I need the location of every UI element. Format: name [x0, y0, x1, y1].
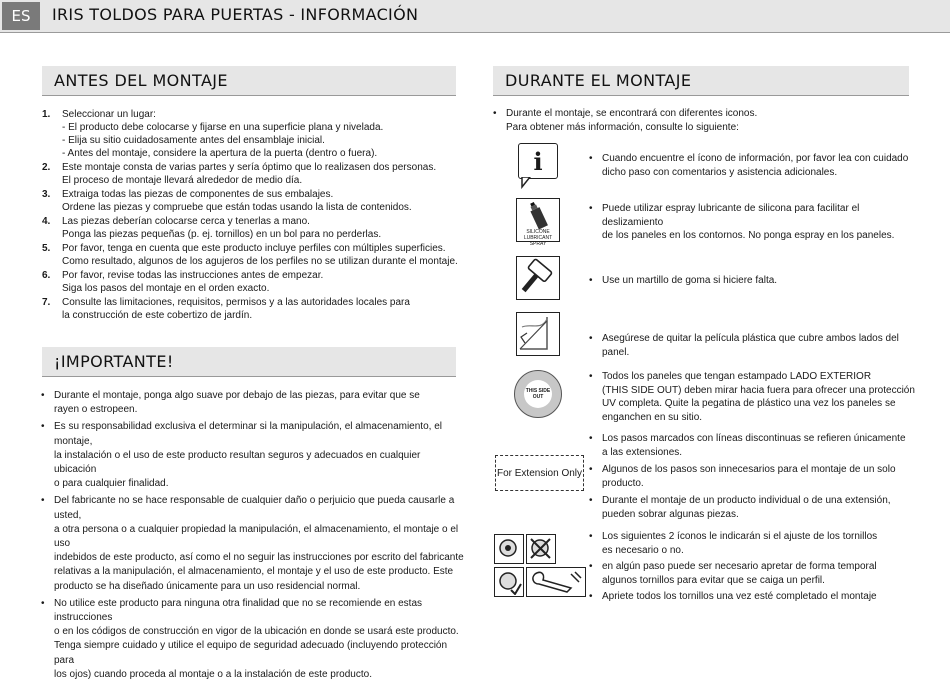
this-side-out-sticker-icon	[514, 370, 562, 418]
important-line: • Del fabricante no se hace responsable de cualquier daño o perjuicio que pueda causarle a usted,	[54, 495, 455, 521]
wrench-tool-icon	[527, 568, 584, 595]
screw-description	[588, 530, 918, 607]
step-number: 4.	[42, 216, 51, 227]
important-line: • Es su responsabilidad exclusiva el determinar si la manipulación, el almacenamiento, el montaje,	[54, 421, 442, 447]
step-item	[42, 161, 462, 187]
extension-description	[588, 432, 918, 525]
bolt-crossed-icon	[527, 535, 554, 562]
description-line: • Los pasos marcados con líneas discontinuas se refieren únicamente	[588, 432, 918, 446]
step-line: Seleccionar un lugar:	[62, 109, 156, 120]
step-line: El proceso de montaje llevará alrededor de medio día.	[62, 175, 303, 186]
description-bullet	[588, 590, 918, 604]
description-bullet	[588, 432, 918, 459]
screw-tighten-icon	[494, 534, 524, 564]
bolt-check-icon	[495, 568, 522, 595]
description-line: • Puede utilizar espray lubricante de silicona para facilitar el deslizamiento	[588, 202, 918, 229]
important-line: • Durante el montaje, ponga algo suave por debajo de las piezas, para evitar que se	[54, 390, 420, 401]
description-line: • Cuando encuentre el ícono de información, por favor lea con cuidado	[588, 152, 918, 166]
during-assembly-heading	[493, 66, 909, 96]
spray-label: LUBRICANT SPRAY	[523, 235, 553, 247]
important-line: o para cualquier finalidad.	[54, 478, 169, 490]
important-line: • No utilice este producto para ninguna otra finalidad que no se recomiende en estas instrucciones	[54, 597, 423, 624]
step-item	[42, 188, 462, 214]
important-line: la instalación o el uso de este producto resultan seguros y adecuados en cualquier ubicación	[54, 449, 421, 476]
description-bullet	[588, 530, 918, 557]
step-number: 2.	[42, 162, 51, 173]
protective-film-icon	[516, 312, 560, 356]
step-line: Ponga las piezas pequeñas (p. ej. tornillos) en un bol para no perderlas.	[62, 229, 382, 240]
step-number: 1.	[42, 109, 51, 120]
description-line: producto.	[602, 477, 644, 489]
page-header	[0, 0, 950, 33]
step-line: Consulte las limitaciones, requisitos, permisos y a las autoridades locales para	[62, 297, 410, 308]
extension-label: For Extension Only	[496, 467, 583, 479]
step-number: 3.	[42, 189, 51, 200]
step-line: - Antes del montaje, considere la apertura de la puerta (dentro o fuera).	[62, 148, 378, 159]
before-assembly-heading	[42, 66, 456, 96]
description-line: dicho paso con comentarios y asistencia adicionales.	[602, 166, 838, 178]
step-number: 5.	[42, 243, 51, 254]
description-line: • Apriete todos los tornillos una vez esté completado el montaje	[588, 590, 918, 604]
no-tighten-icon	[526, 534, 556, 564]
info-letter: i	[533, 147, 543, 176]
description-line: • Algunos de los pasos son innecesarios para el montaje de un solo	[588, 463, 918, 477]
description-line: • Todos los paneles que tengan estampado LADO EXTERIOR	[588, 370, 918, 384]
important-heading	[42, 347, 456, 377]
step-item	[42, 296, 462, 322]
important-line: Tenga siempre cuidado y utilice el equipo de seguridad adecuado (incluyendo protección para	[54, 640, 448, 666]
step-item	[42, 215, 462, 241]
important-item	[40, 494, 465, 593]
peel-film-icon	[517, 313, 558, 354]
description-line: (THIS SIDE OUT) deben mirar hacia fuera para ofrecer una protección	[602, 384, 915, 396]
hammer-description	[588, 274, 918, 288]
description-line: • en algún paso puede ser necesario apretar de forma temporal	[588, 560, 918, 574]
step-number: 7.	[42, 297, 51, 308]
description-line: • Use un martillo de goma si hiciere falta.	[588, 274, 918, 288]
description-line: UV completa. Quite la pegatina de plástico una vez los paneles se	[602, 398, 896, 409]
description-line: es necesario o no.	[602, 544, 684, 556]
film-description	[588, 332, 918, 359]
step-line: la construcción de este cobertizo de jardín.	[62, 310, 253, 321]
important-line: a otra persona o a cualquier propiedad la manipulación, el almacenamiento, el montaje o el uso	[54, 523, 459, 550]
spray-label: SILICONE	[526, 229, 550, 235]
sticker-text: OUT	[532, 394, 544, 400]
sticker-description	[588, 370, 918, 424]
description-line: • Asegúrese de quitar la película plástica que cubre ambos lados del panel.	[588, 332, 918, 359]
sticker-center	[524, 380, 552, 408]
important-line: indebidos de este producto, así como el no seguir las instrucciones por escrito del fabricante	[54, 552, 464, 564]
wrench-icon	[526, 567, 586, 597]
step-line: Por favor, tenga en cuenta que este producto incluye perfiles con múltiples superficies.	[62, 243, 446, 254]
bolt-icon	[495, 535, 522, 562]
description-bullet	[588, 494, 918, 521]
sticker-text: THIS SIDE	[525, 388, 551, 394]
important-item	[40, 389, 465, 417]
description-line: enganchen en su sitio.	[602, 411, 703, 423]
step-number: 6.	[42, 270, 51, 281]
spray-can-icon	[517, 201, 558, 231]
important-line: producto se ha diseñado únicamente para un uso residencial normal.	[54, 580, 361, 592]
step-line: Por favor, revise todas las instrucciones antes de empezar.	[62, 270, 324, 281]
step-line: Extraiga todas las piezas de componentes de sus embalajes.	[62, 189, 334, 200]
language-badge: ES	[2, 2, 40, 30]
important-item	[40, 420, 465, 491]
info-description	[588, 152, 918, 179]
rubber-mallet-icon	[516, 256, 560, 300]
description-bullet	[588, 463, 918, 490]
intro-line: • Durante el montaje, se encontrará con diferentes iconos.	[492, 107, 912, 121]
step-line: Este montaje consta de varias partes y sería óptimo que lo realizasen dos personas.	[62, 162, 437, 173]
description-line: • Durante el montaje de un producto individual o de una extensión,	[588, 494, 918, 508]
before-assembly-steps	[42, 108, 462, 323]
step-line: - El producto debe colocarse y fijarse en una superficie plana y nivelada.	[62, 122, 384, 133]
before-assembly-title: ANTES DEL MONTAJE	[54, 71, 228, 90]
step-line: - Elija su sitio cuidadosamente antes del ensamblaje inicial.	[62, 135, 325, 146]
important-line: los ojos) cuando proceda al montaje o a la instalación de este producto.	[54, 668, 372, 680]
step-line: Siga los pasos del montaje en el orden exacto.	[62, 283, 270, 294]
step-line: Las piezas deberían colocarse cerca y tenerlas a mano.	[62, 216, 310, 227]
step-item	[42, 108, 462, 160]
description-bullet	[588, 560, 918, 587]
important-item	[40, 597, 465, 682]
silicone-spray-icon	[516, 198, 560, 247]
screw-check-icon	[494, 567, 524, 597]
extension-only-icon	[495, 455, 584, 491]
description-line: a las extensiones.	[602, 446, 683, 458]
intro-line: Para obtener más información, consulte lo siguiente:	[506, 121, 739, 133]
page-title: IRIS TOLDOS PARA PUERTAS - INFORMACIÓN	[52, 5, 419, 24]
description-line: pueden sobrar algunas piezas.	[602, 508, 739, 520]
important-line: relativas a la manipulación, el almacenamiento, el montaje y el uso de este producto. Este	[54, 566, 454, 578]
speech-tail-icon	[520, 177, 532, 189]
spray-description	[588, 202, 918, 243]
during-assembly-title: DURANTE EL MONTAJE	[505, 71, 692, 90]
info-icon	[518, 143, 558, 179]
step-line: Ordene las piezas y compruebe que están todas usando la lista de contenidos.	[62, 202, 412, 213]
step-item	[42, 242, 462, 268]
important-line: rayen o estropeen.	[54, 404, 138, 416]
step-item	[42, 269, 462, 295]
description-line: de los paneles en los contornos. No ponga espray en los paneles.	[602, 230, 895, 241]
during-intro	[492, 107, 912, 134]
hammer-icon	[517, 257, 558, 298]
important-notes	[40, 389, 465, 685]
description-line: • Los siguientes 2 íconos le indicarán si el ajuste de los tornillos	[588, 530, 918, 544]
important-line: o en los códigos de construcción en vigor de la ubicación en donde se usará este producto.	[54, 626, 459, 638]
step-line: Como resultado, algunos de los agujeros de los perfiles no se utilizan durante el montaje.	[62, 256, 458, 267]
description-line: algunos tornillos para evitar que se caiga un perfil.	[602, 574, 825, 586]
important-title: ¡IMPORTANTE!	[54, 352, 174, 371]
